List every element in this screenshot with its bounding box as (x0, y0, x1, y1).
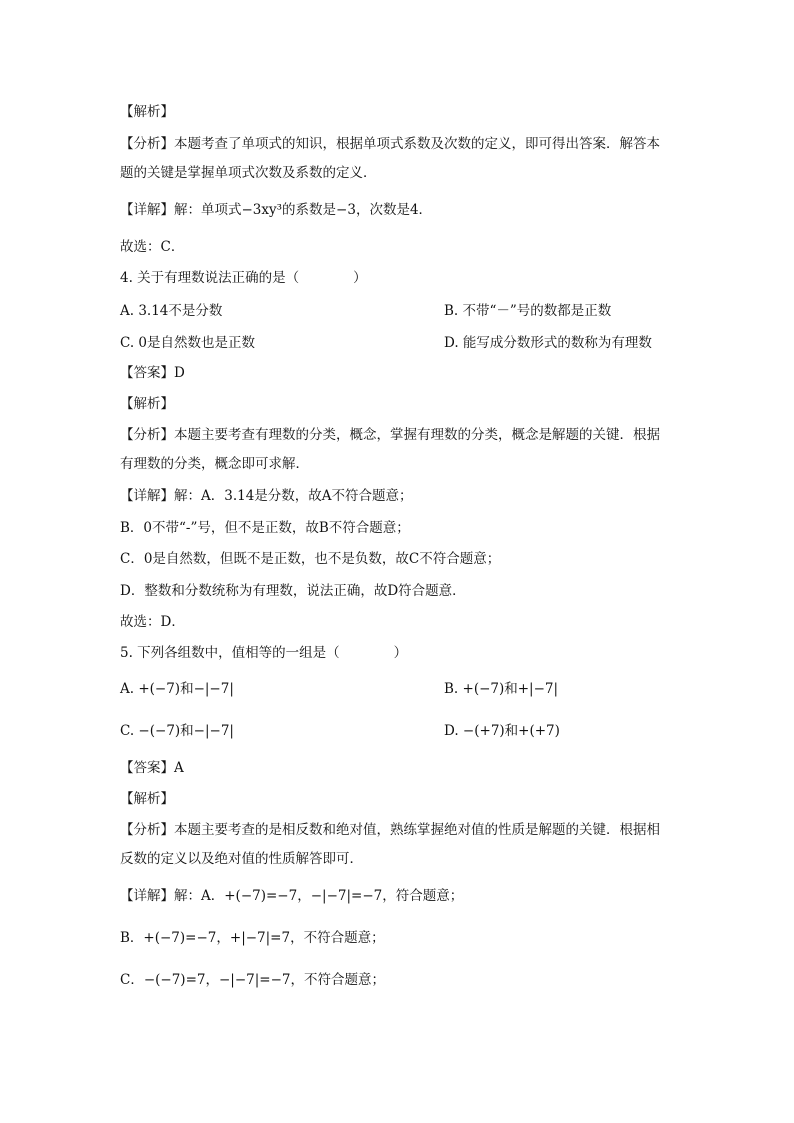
q5-detail-a: 【详解】解：A．+(−7)=−7，−|−7|=−7，符合题意； (120, 888, 464, 904)
q4-option-b: B. 不带“－”号的数都是正数 (444, 303, 612, 319)
q5-option-d: D. −(+7)和+(+7) (444, 723, 560, 739)
analysis-text-line-1: 【分析】本题考查了单项式的知识，根据单项式系数及次数的定义，即可得出答案．解答本 (120, 136, 660, 152)
q5-option-a: A. +(−7)和−|−7| (120, 681, 234, 697)
q5-analysis-text-line-2: 反数的定义以及绝对值的性质解答即可． (120, 851, 363, 867)
section-analysis-label: 【解析】 (120, 104, 174, 120)
question-4-stem: 4. 关于有理数说法正确的是（ ） (120, 270, 367, 286)
q4-choice-line: 故选：D． (120, 614, 185, 630)
detail-solution-line: 【详解】解：单项式−3xy³的系数是−3，次数是4． (120, 202, 433, 218)
choice-line: 故选：C． (120, 239, 185, 255)
q4-detail-c: C．0是自然数，但既不是正数，也不是负数，故C不符合题意； (120, 551, 501, 567)
q5-analysis-label: 【解析】 (120, 791, 174, 807)
q5-detail-c: C．−(−7)=7，−|−7|=−7，不符合题意； (120, 972, 385, 988)
q4-detail-a: 【详解】解：A．3.14是分数，故A不符合题意； (120, 488, 413, 504)
q5-option-b: B. +(−7)和+|−7| (444, 681, 559, 697)
q5-analysis-text-line-1: 【分析】本题主要考查的是相反数和绝对值，熟练掌握绝对值的性质是解题的关键．根据相 (120, 822, 660, 838)
analysis-text-line-2: 题的关键是掌握单项式次数及系数的定义． (120, 165, 377, 181)
q4-option-c: C. 0是自然数也是正数 (120, 335, 256, 351)
q4-detail-d: D．整数和分数统称为有理数，说法正确，故D符合题意． (120, 583, 466, 599)
q4-detail-b: B．0不带“-”号，但不是正数，故B不符合题意； (120, 520, 410, 536)
q5-detail-b: B．+(−7)=−7，+|−7|=7，不符合题意； (120, 930, 385, 946)
q4-analysis-text-line-2: 有理数的分类，概念即可求解． (120, 456, 309, 472)
question-5-stem: 5. 下列各组数中，值相等的一组是（ ） (120, 645, 408, 661)
q4-answer: 【答案】D (120, 365, 185, 381)
q5-answer: 【答案】A (120, 760, 184, 776)
q4-option-d: D. 能写成分数形式的数称为有理数 (444, 335, 652, 351)
q4-analysis-text-line-1: 【分析】本题主要考查有理数的分类，概念，掌握有理数的分类，概念是解题的关键．根据 (120, 427, 660, 443)
q4-option-a: A. 3.14不是分数 (120, 303, 223, 319)
q4-analysis-label: 【解析】 (120, 396, 174, 412)
q5-option-c: C. −(−7)和−|−7| (120, 723, 234, 739)
